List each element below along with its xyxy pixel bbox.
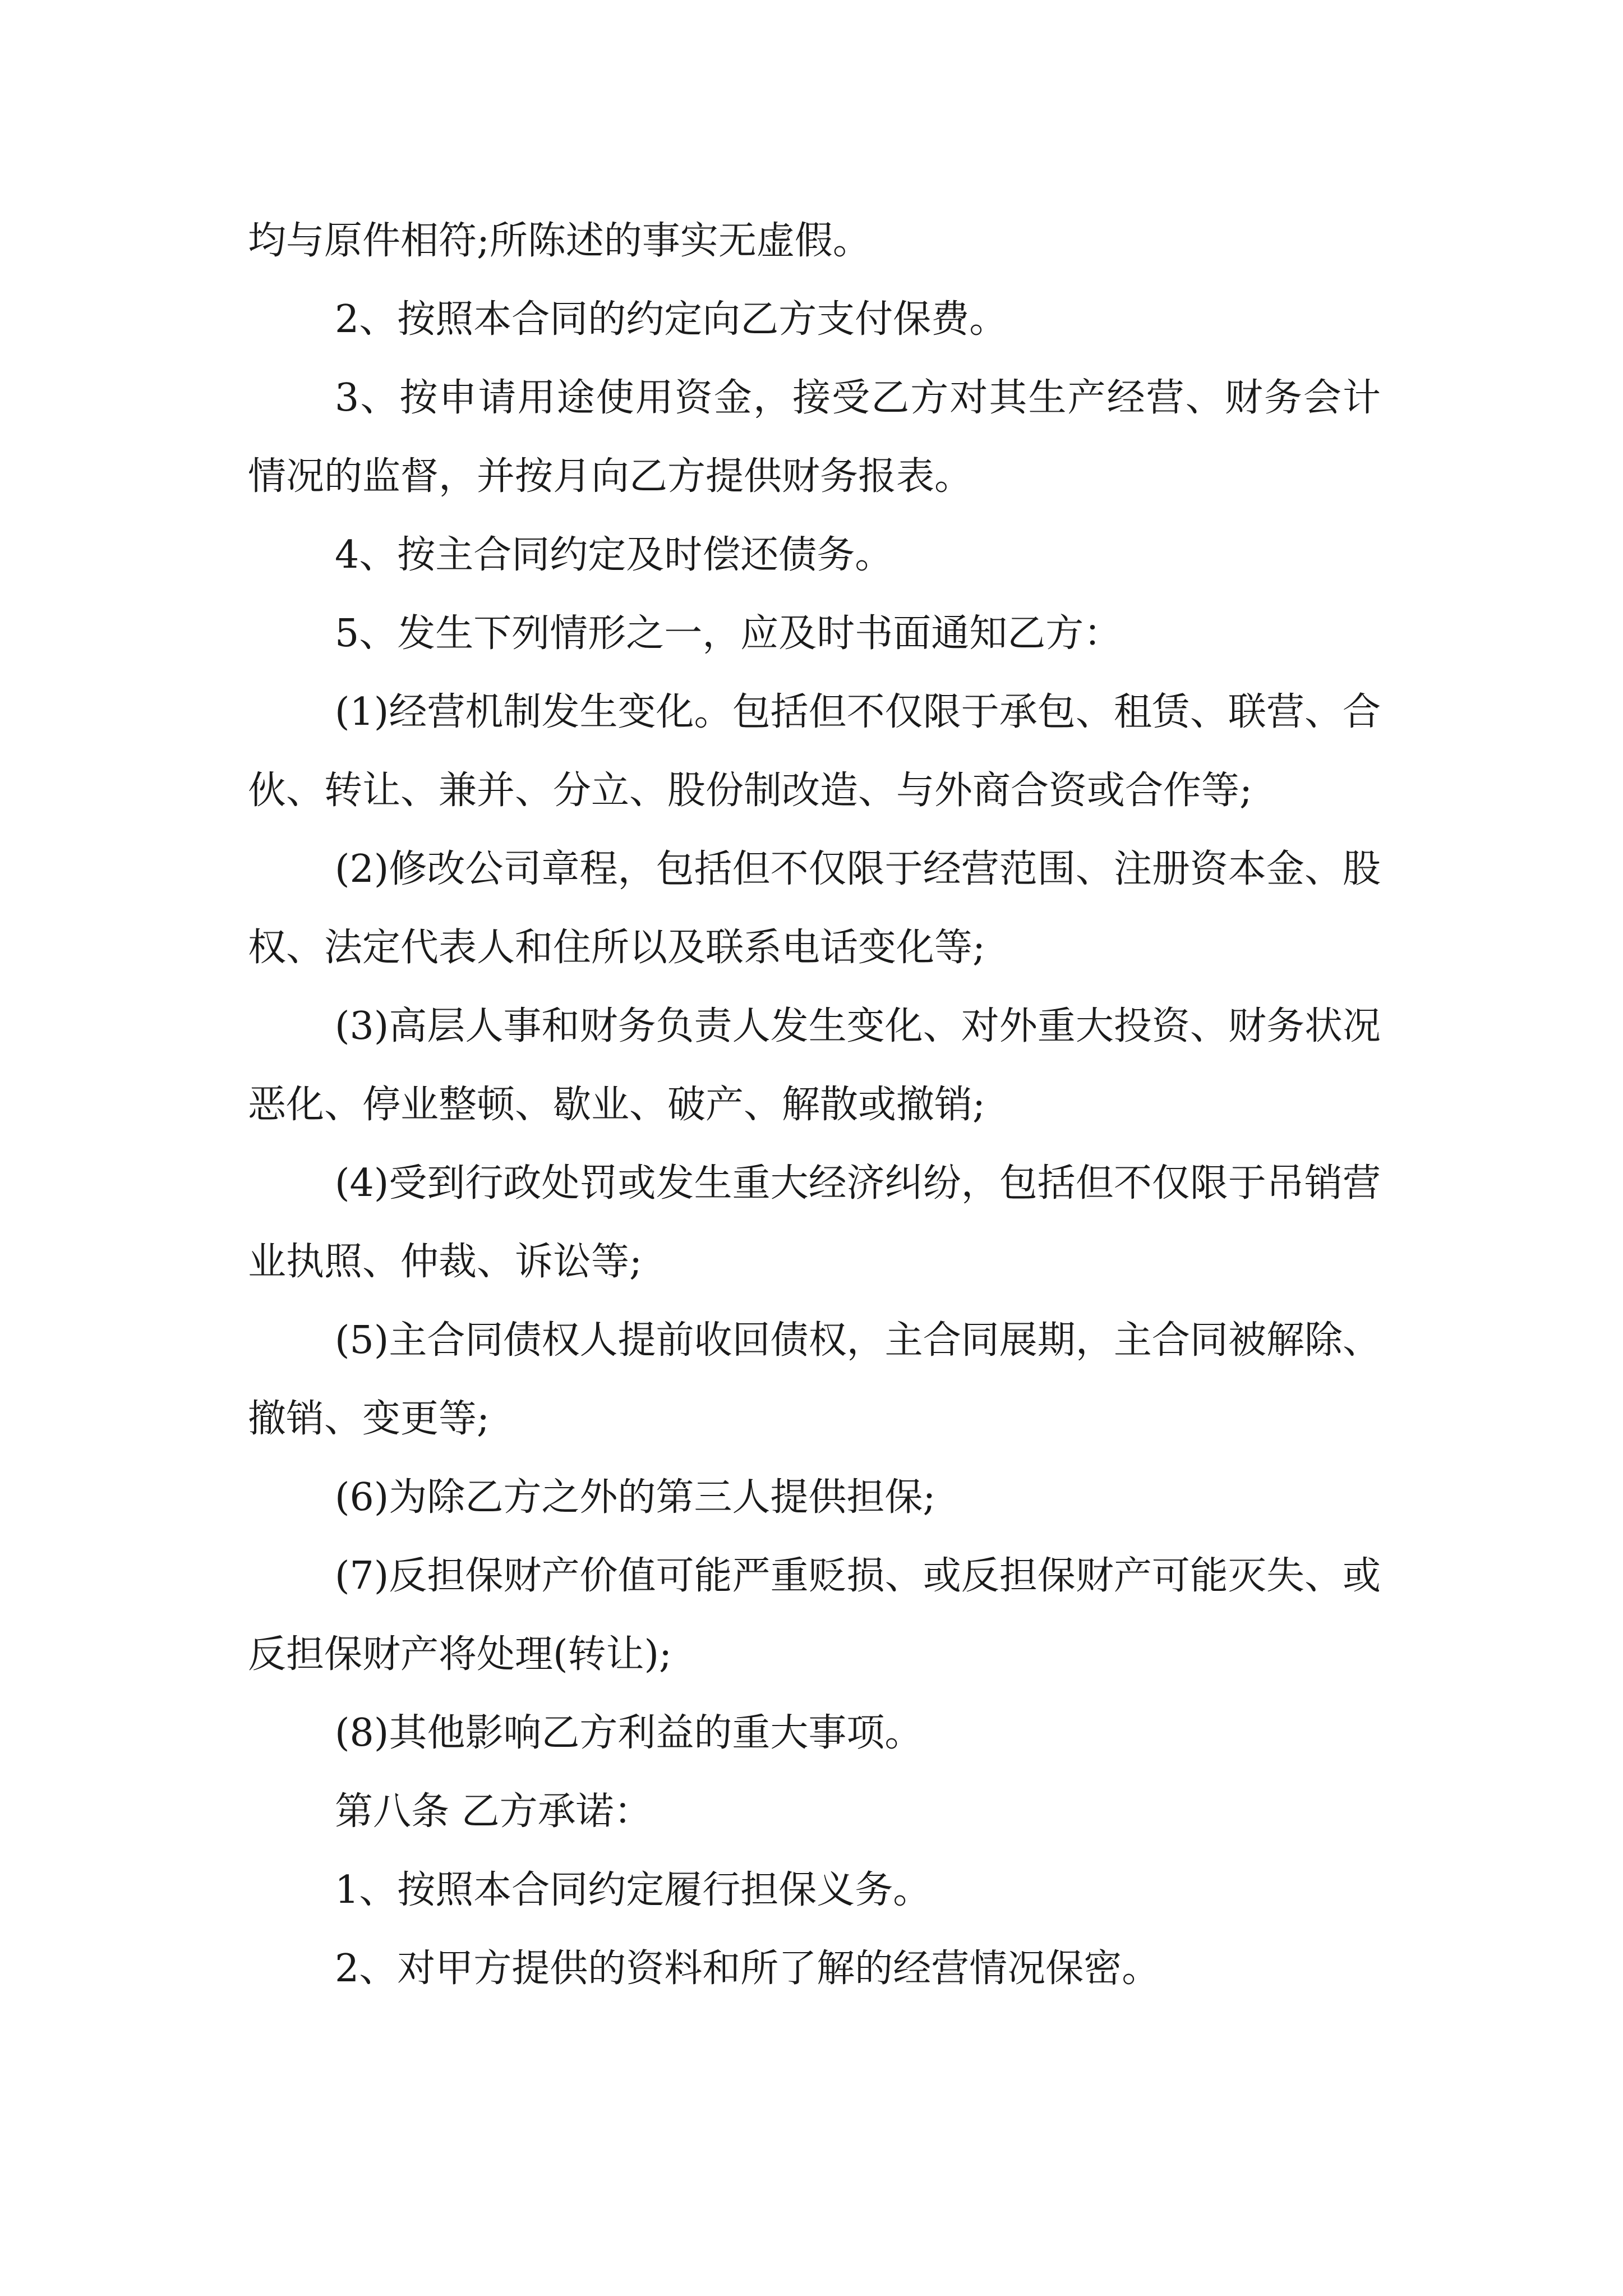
paragraph-item-4-repay-debt: 4、按主合同约定及时偿还债务。 [335,533,893,577]
article-8-heading: 第八条 乙方承诺： [335,1789,652,1834]
paragraph-item-3-use-funds: 3、按申请用途使用资金，接受乙方对其生产经营、财务会计情况的监督，并按月向乙方提供财务报表。 [248,376,1381,499]
paragraph-item-2-pay-premium: 2、按照本合同的约定向乙方支付保费。 [335,297,1008,342]
paragraph-subitem-6: (6)为除乙方之外的第三人提供担保; [335,1475,936,1520]
paragraph-subitem-2: (2)修改公司章程，包括但不仅限于经营范围、注册资本金、股权、法定代表人和住所以及联系电话变化等; [248,847,1381,970]
paragraph-subitem-3: (3)高层人事和财务负责人发生变化、对外重大投资、财务状况恶化、停业整顿、歇业、破产、解散或撤销; [248,1004,1381,1127]
paragraph-continuation: 均与原件相符;所陈述的事实无虚假。 [248,219,871,263]
paragraph-subitem-1: (1)经营机制发生变化。包括但不仅限于承包、租赁、联营、合伙、转让、兼并、分立、股份制改造、与外商合资或合作等; [248,690,1381,813]
document-body [248,202,1381,2008]
paragraph-subitem-4: (4)受到行政处罚或发生重大经济纠纷，包括但不仅限于吊销营业执照、仲裁、诉讼等; [248,1161,1381,1284]
paragraph-article-8-item-2: 2、对甲方提供的资料和所了解的经营情况保密。 [335,1947,1160,1991]
paragraph-subitem-8: (8)其他影响乙方利益的重大事项。 [335,1711,923,1755]
paragraph-subitem-5: (5)主合同债权人提前收回债权，主合同展期，主合同被解除、撤销、变更等; [248,1318,1381,1441]
paragraph-article-8-item-1: 1、按照本合同约定履行担保义务。 [335,1868,932,1912]
paragraph-item-5-notify: 5、发生下列情形之一，应及时书面通知乙方： [335,611,1122,656]
paragraph-subitem-7: (7)反担保财产价值可能严重贬损、或反担保财产可能灭失、或反担保财产将处理(转让); [248,1554,1381,1677]
